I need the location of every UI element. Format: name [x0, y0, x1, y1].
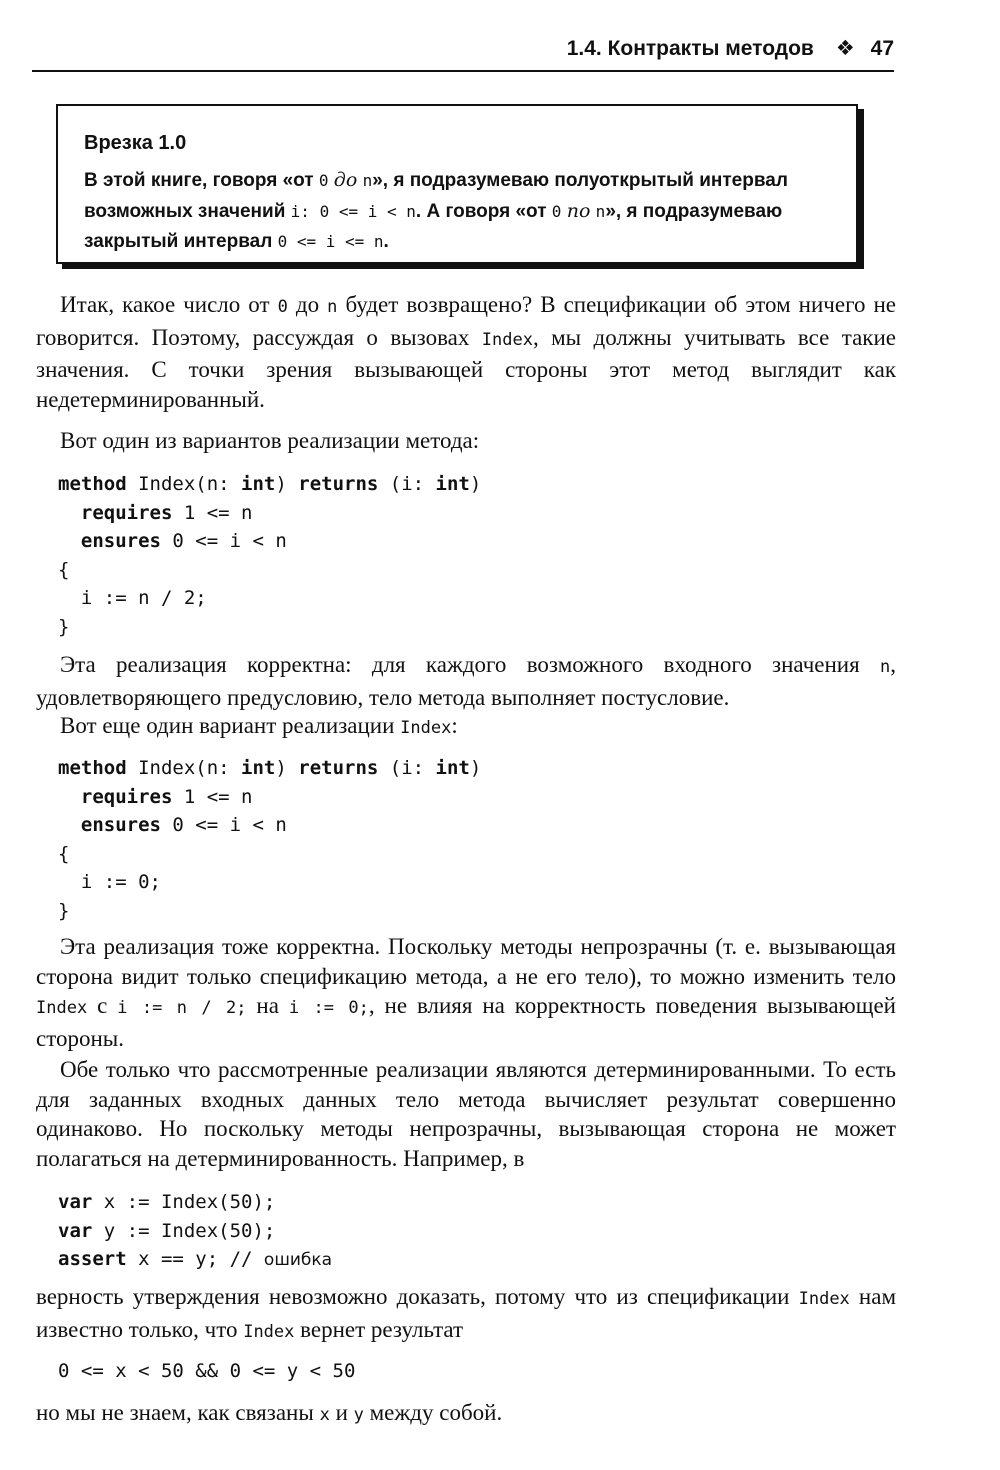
text: с — [87, 993, 118, 1018]
text: , мы должны учитывать все такие значения. С точки зрения вызывающей стороны этот метод выглядит как недетерминированный. — [36, 324, 896, 412]
code-block-1 — [58, 470, 481, 641]
paragraph-3 — [36, 650, 896, 712]
code-text: x := Index(50); — [92, 1191, 276, 1213]
sidebar-code: 0 — [551, 202, 562, 221]
paragraph-4 — [36, 711, 896, 744]
inline-code: Index — [481, 329, 533, 350]
text: Эта реализация корректна: для каждого возможного входного значения — [60, 652, 880, 677]
keyword: ensures — [80, 814, 161, 836]
text: Эта реализация тоже корректна. Поскольку методы непрозрачны (т. е. вызывающая сторона видит только спецификацию метода, а не его тело), то можно изменить тело — [36, 934, 896, 989]
sidebar-text-part: », я подразумеваю полуоткрытый интервал возможных значений — [84, 170, 788, 222]
sidebar-code: i: 0 <= i < n — [290, 202, 416, 221]
code-text: 1 <= n — [172, 501, 253, 524]
inline-code: n — [880, 657, 891, 677]
sidebar-code: n — [595, 202, 606, 221]
paragraph-5 — [36, 932, 896, 1053]
sidebar-code: 0 — [318, 171, 329, 190]
code-text: Index(n: — [126, 473, 242, 495]
code-text: ) — [275, 473, 299, 495]
code-block-2 — [58, 754, 481, 925]
keyword: ensures — [80, 530, 161, 552]
page-number: 47 — [870, 37, 894, 60]
keyword: method — [58, 473, 127, 495]
inline-code: x — [319, 1405, 330, 1425]
code-text: } — [58, 615, 70, 638]
text: вернет результат — [294, 1316, 464, 1342]
text: и — [329, 1400, 354, 1425]
paragraph-7 — [36, 1282, 896, 1347]
text: будет возвращено? В спецификации об этом ничего не говорится. Поэтому, рассуждая о вызовах — [36, 292, 897, 350]
text: до — [287, 292, 328, 317]
inline-code: i := 0; — [288, 998, 369, 1018]
keyword: returns — [298, 757, 379, 779]
keyword: int — [435, 757, 470, 779]
sidebar-text-part: В этой книге, говоря «от — [84, 170, 319, 191]
paragraph-6: Обе только что рассмотренные реализации являются детерминированными. То есть для заданных входных данных тело метода вычисляет результат совершенно одинаково. Но поскольку методы непрозрачны, вызывающая сторона не может полагаться на детерминированность. Например, в — [36, 1057, 896, 1171]
sidebar-code: 0 <= i <= n — [277, 232, 384, 251]
inline-code: Index — [36, 998, 88, 1018]
text: но мы не знаем, как связаны — [36, 1400, 320, 1425]
paragraph-2: Вот один из вариантов реализации метода: — [60, 428, 480, 453]
sidebar-text — [84, 165, 844, 257]
code-text: 0 <= i < n — [160, 814, 287, 836]
code-text: } — [58, 899, 70, 922]
code-text: (i: — [378, 757, 436, 779]
sidebar-text-part: », я подразумеваю закрытый интервал — [84, 201, 783, 252]
code-text: Index(n: — [126, 757, 242, 779]
text: нам известно только, что — [36, 1284, 897, 1342]
code-text: ) — [275, 757, 299, 779]
code-text: y := Index(50); — [92, 1219, 276, 1242]
text: , не влияя на корректность поведения вызывающей стороны. — [36, 993, 896, 1051]
code-text: ) — [469, 757, 482, 779]
code-text: { — [58, 558, 70, 581]
sidebar-emphasis: до — [333, 169, 358, 191]
inline-code: i := n / 2; — [117, 998, 247, 1018]
code-text: x == y; // — [126, 1248, 264, 1270]
text: Вот еще один вариант реализации — [60, 713, 401, 738]
keyword: returns — [298, 473, 379, 495]
sidebar-emphasis: по — [566, 200, 591, 222]
keyword: method — [58, 757, 127, 779]
keyword: requires — [80, 501, 173, 524]
code-comment: ошибка — [263, 1250, 333, 1270]
diamond-icon: ❖ — [835, 37, 855, 60]
code-text: 0 <= x < 50 && 0 <= y < 50 — [58, 1360, 356, 1382]
running-header — [32, 30, 894, 72]
code-text: 1 <= n — [172, 785, 253, 808]
inline-code: n — [327, 297, 338, 317]
header-line — [567, 36, 894, 61]
code-text: 0 <= i < n — [160, 530, 287, 552]
text: , удовлетворяющего предусловию, тело метода выполняет постусловие. — [36, 652, 896, 710]
code-text: { — [58, 842, 70, 865]
keyword: int — [241, 473, 276, 495]
sidebar-code: n — [362, 171, 373, 190]
keyword: requires — [80, 785, 173, 808]
inline-code: Index — [243, 1321, 295, 1342]
keyword: var — [58, 1219, 93, 1242]
inline-code: y — [353, 1405, 364, 1425]
keyword: int — [435, 473, 470, 495]
code-text: ) — [469, 473, 482, 495]
sidebar-text-part: . — [383, 231, 389, 252]
code-text: i := 0; — [58, 871, 161, 893]
paragraph-1 — [36, 290, 896, 414]
text: Итак, какое число от — [60, 292, 278, 317]
code-text: i := n / 2; — [58, 587, 207, 609]
keyword: var — [58, 1191, 93, 1213]
sidebar-box — [56, 104, 858, 264]
text: между собой. — [363, 1400, 503, 1425]
sidebar-text-part: . А говоря «от — [415, 201, 552, 222]
text: на — [246, 993, 289, 1018]
code-text: (i: — [378, 473, 436, 495]
keyword: assert — [58, 1248, 127, 1270]
paragraph-8 — [36, 1398, 896, 1431]
sidebar-title: Врезка 1.0 — [84, 132, 187, 154]
code-block-3 — [58, 1188, 332, 1275]
inline-code: Index — [400, 718, 452, 738]
code-block-4 — [58, 1357, 355, 1386]
inline-code: 0 — [277, 297, 288, 317]
text: : — [451, 713, 458, 738]
keyword: int — [241, 757, 276, 779]
inline-code: Index — [798, 1289, 850, 1309]
text: верность утверждения невозможно доказать, потому что из спецификации — [36, 1284, 799, 1309]
section-title: 1.4. Контракты методов — [566, 37, 814, 60]
